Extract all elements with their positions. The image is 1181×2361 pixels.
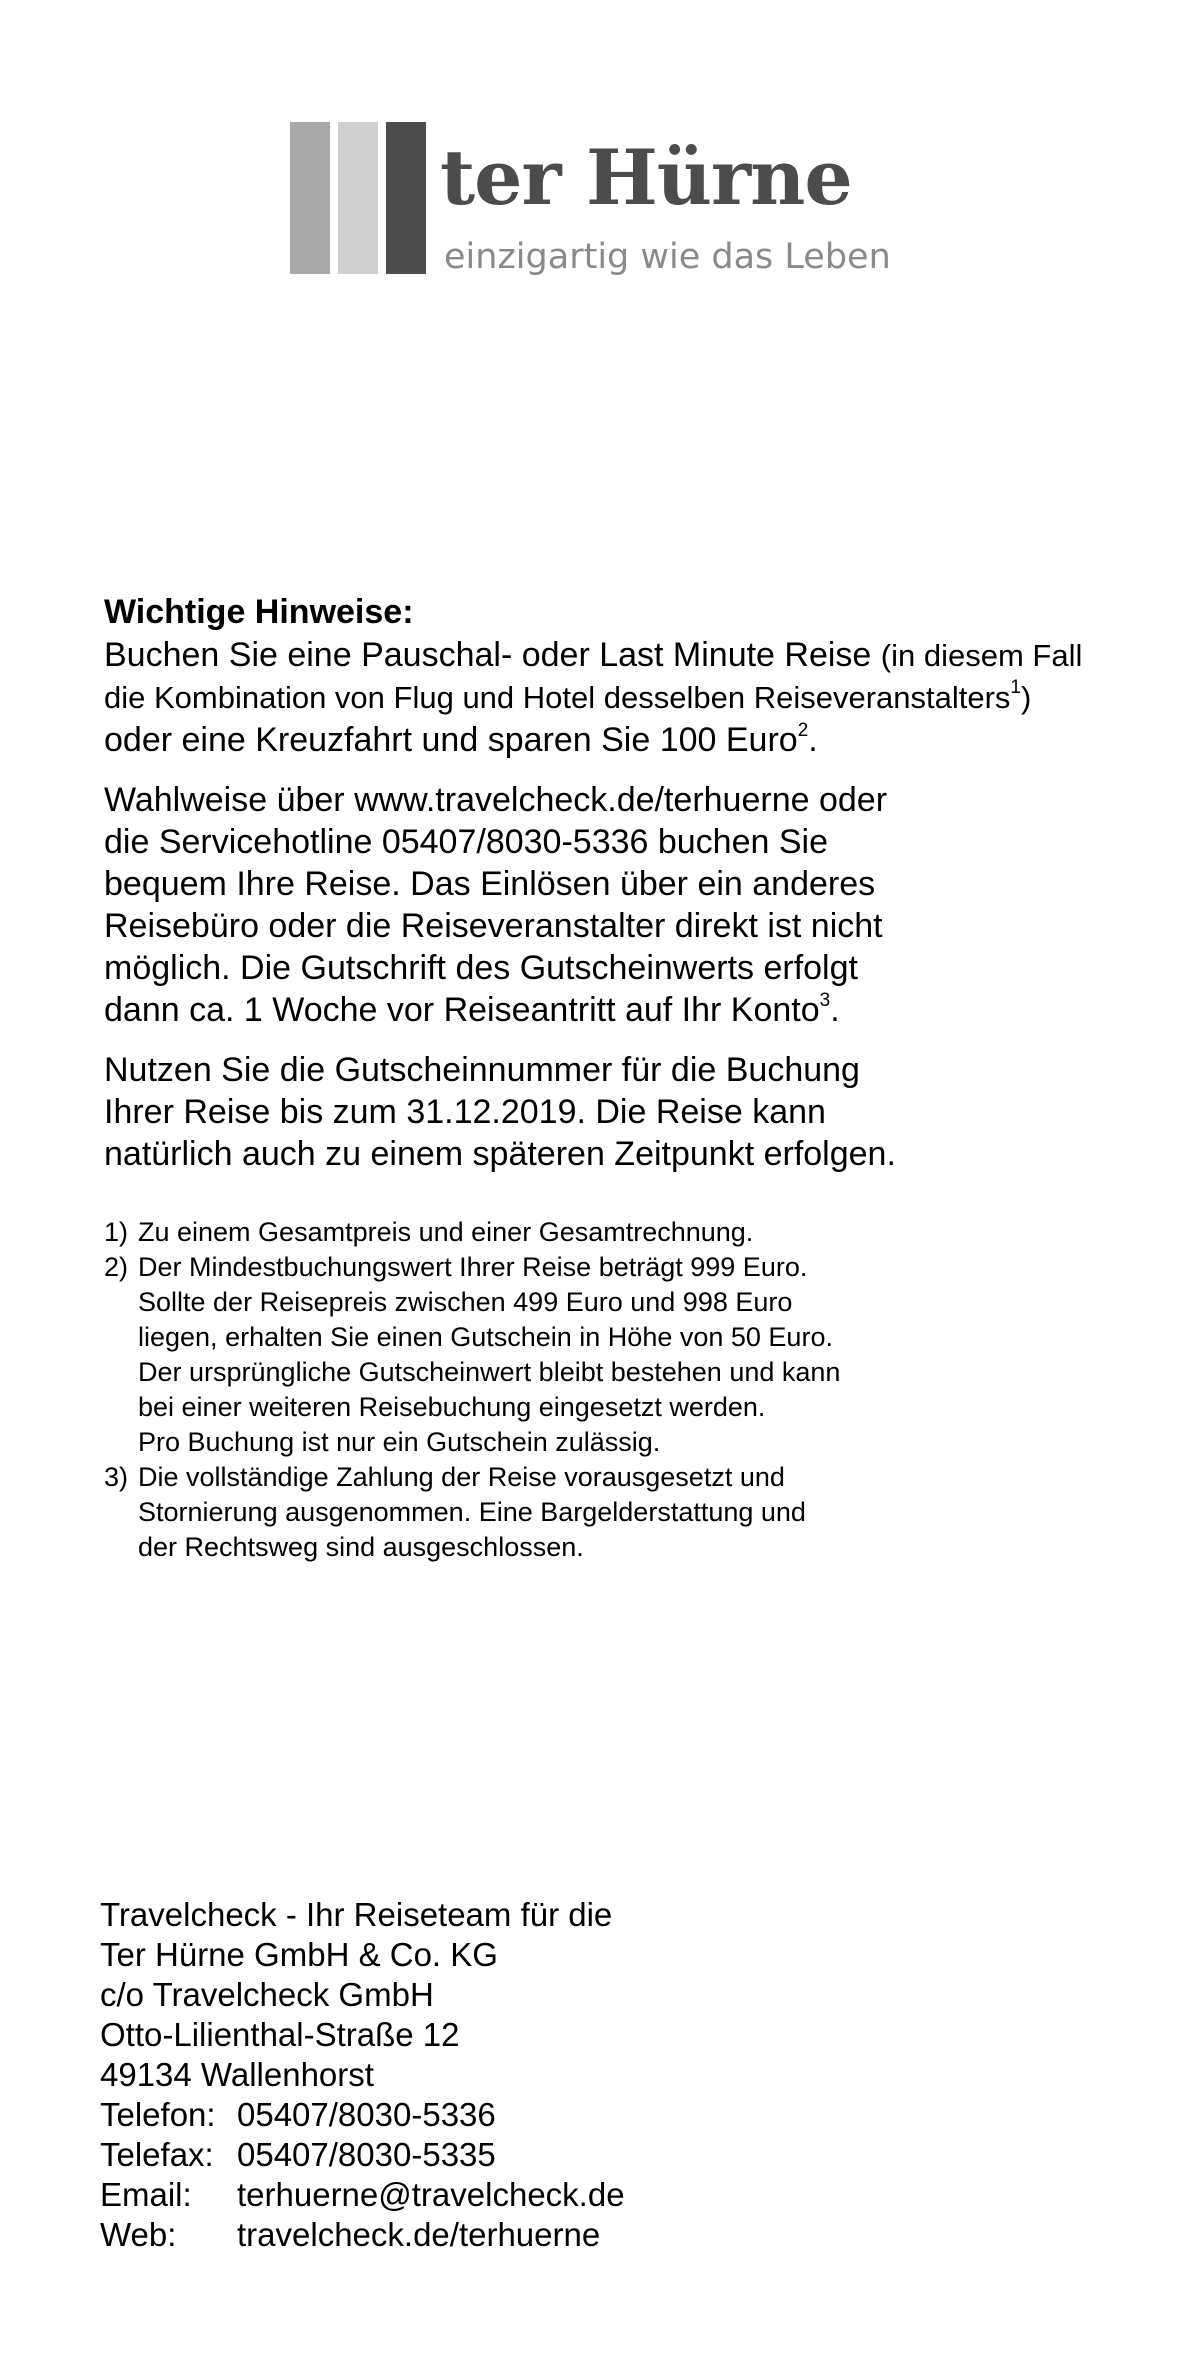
logo-bar-light-gray (290, 122, 330, 274)
notice-paragraph-offer (104, 634, 1164, 761)
footnote-ref: 1 (1010, 677, 1021, 698)
footnotes-list (104, 1215, 1164, 1565)
notice-line: die Servicehotline 05407/8030-5336 buchen Sie (104, 823, 828, 861)
logo-bar-pale-gray (338, 122, 378, 274)
notice-line (104, 989, 1164, 1031)
footnote-line: liegen, erhalten Sie einen Gutschein in Höhe von 50 Euro. (138, 1322, 833, 1352)
footnote-line: Der ursprüngliche Gutscheinwert bleibt bestehen und kann (138, 1357, 841, 1387)
footnote-line: bei einer weiteren Reisebuchung eingesetzt werden. (138, 1392, 766, 1422)
notice-line: Wahlweise über www.travelcheck.de/terhuerne oder (104, 781, 888, 819)
notice-text: ) (1021, 680, 1032, 715)
notice-line: Nutzen Sie die Gutscheinnummer für die Buchung (104, 1051, 860, 1089)
notice-line: Ihrer Reise bis zum 31.12.2019. Die Reise kann (104, 1093, 826, 1131)
footnote-line: Sollte der Reisepreis zwischen 499 Euro und 998 Euro (138, 1287, 793, 1317)
notice-line: bequem Ihre Reise. Das Einlösen über ein anderes (104, 865, 876, 903)
notice-line (104, 719, 1164, 761)
notice-text: dann ca. 1 Woche vor Reiseantritt auf Ihr Konto (104, 991, 820, 1029)
logo-tagline: einzigartig wie das Leben (444, 237, 891, 277)
logo-name: ter Hürne (440, 133, 852, 222)
contact-email-row (100, 2175, 625, 2215)
contact-email-label: Email: (100, 2176, 192, 2213)
notice-text: die Kombination von Flug und Hotel desselben Reiseveranstalters (104, 680, 1011, 715)
contact-line: 49134 Wallenhorst (100, 2056, 374, 2093)
contact-block (100, 1895, 625, 2255)
ter-huerne-logo (290, 122, 910, 292)
footnote-number: 1) (104, 1217, 129, 1247)
notice-text: . (808, 721, 818, 759)
contact-fax-value: 05407/8030-5335 (237, 2136, 496, 2173)
important-notices (104, 591, 1164, 1592)
footnote-item (104, 1460, 1164, 1565)
footnote-number: 3) (104, 1462, 129, 1492)
notice-paragraph-voucher (104, 1049, 1164, 1175)
contact-line: Travelcheck - Ihr Reiseteam für die (100, 1896, 613, 1933)
contact-line: Ter Hürne GmbH & Co. KG (100, 1936, 498, 1973)
notice-text: . (830, 991, 840, 1029)
footnote-line: der Rechtsweg sind ausgeschlossen. (138, 1532, 584, 1562)
contact-fax-row (100, 2135, 625, 2175)
contact-phone-label: Telefon: (100, 2096, 216, 2133)
contact-phone-row (100, 2095, 625, 2135)
contact-phone-value: 05407/8030-5336 (237, 2096, 496, 2133)
footnote-ref: 2 (797, 720, 809, 741)
footnote-line: Pro Buchung ist nur ein Gutschein zulässig. (138, 1427, 661, 1457)
logo-bar-dark-gray (386, 122, 426, 274)
footnote-item (104, 1250, 1164, 1460)
notice-line: Reisebüro oder die Reiseveranstalter direkt ist nicht (104, 907, 883, 945)
notice-text-small: (in diesem Fall (880, 638, 1083, 673)
contact-line: Otto-Lilienthal-Straße 12 (100, 2016, 460, 2053)
footnote-ref: 3 (819, 990, 831, 1011)
footnote-line: Die vollständige Zahlung der Reise vorausgesetzt und (138, 1462, 785, 1492)
notice-line: natürlich auch zu einem späteren Zeitpunkt erfolgen. (104, 1135, 896, 1173)
notices-heading: Wichtige Hinweise: (104, 593, 414, 631)
notice-paragraph-booking (104, 779, 1164, 1031)
contact-web-label: Web: (100, 2216, 177, 2253)
notice-line: möglich. Die Gutschrift des Gutscheinwerts erfolgt (104, 949, 858, 987)
footnote-line: Stornierung ausgenommen. Eine Bargelderstattung und (138, 1497, 806, 1527)
footnote-line: Der Mindestbuchungswert Ihrer Reise beträgt 999 Euro. (138, 1252, 808, 1282)
contact-web-value: travelcheck.de/terhuerne (237, 2216, 601, 2253)
notice-line (104, 634, 1164, 677)
footnote-line: Zu einem Gesamtpreis und einer Gesamtrechnung. (138, 1217, 754, 1247)
contact-line: c/o Travelcheck GmbH (100, 1976, 434, 2013)
contact-fax-label: Telefax: (100, 2136, 214, 2173)
footnote-item (104, 1215, 1164, 1250)
footnote-number: 2) (104, 1252, 129, 1282)
notice-line (104, 677, 1164, 719)
contact-web-row (100, 2215, 625, 2255)
contact-email-value: terhuerne@travelcheck.de (237, 2176, 625, 2213)
notice-text: Buchen Sie eine Pauschal- oder Last Minute Reise (104, 636, 881, 674)
notice-text: oder eine Kreuzfahrt und sparen Sie 100 Euro (104, 721, 798, 759)
